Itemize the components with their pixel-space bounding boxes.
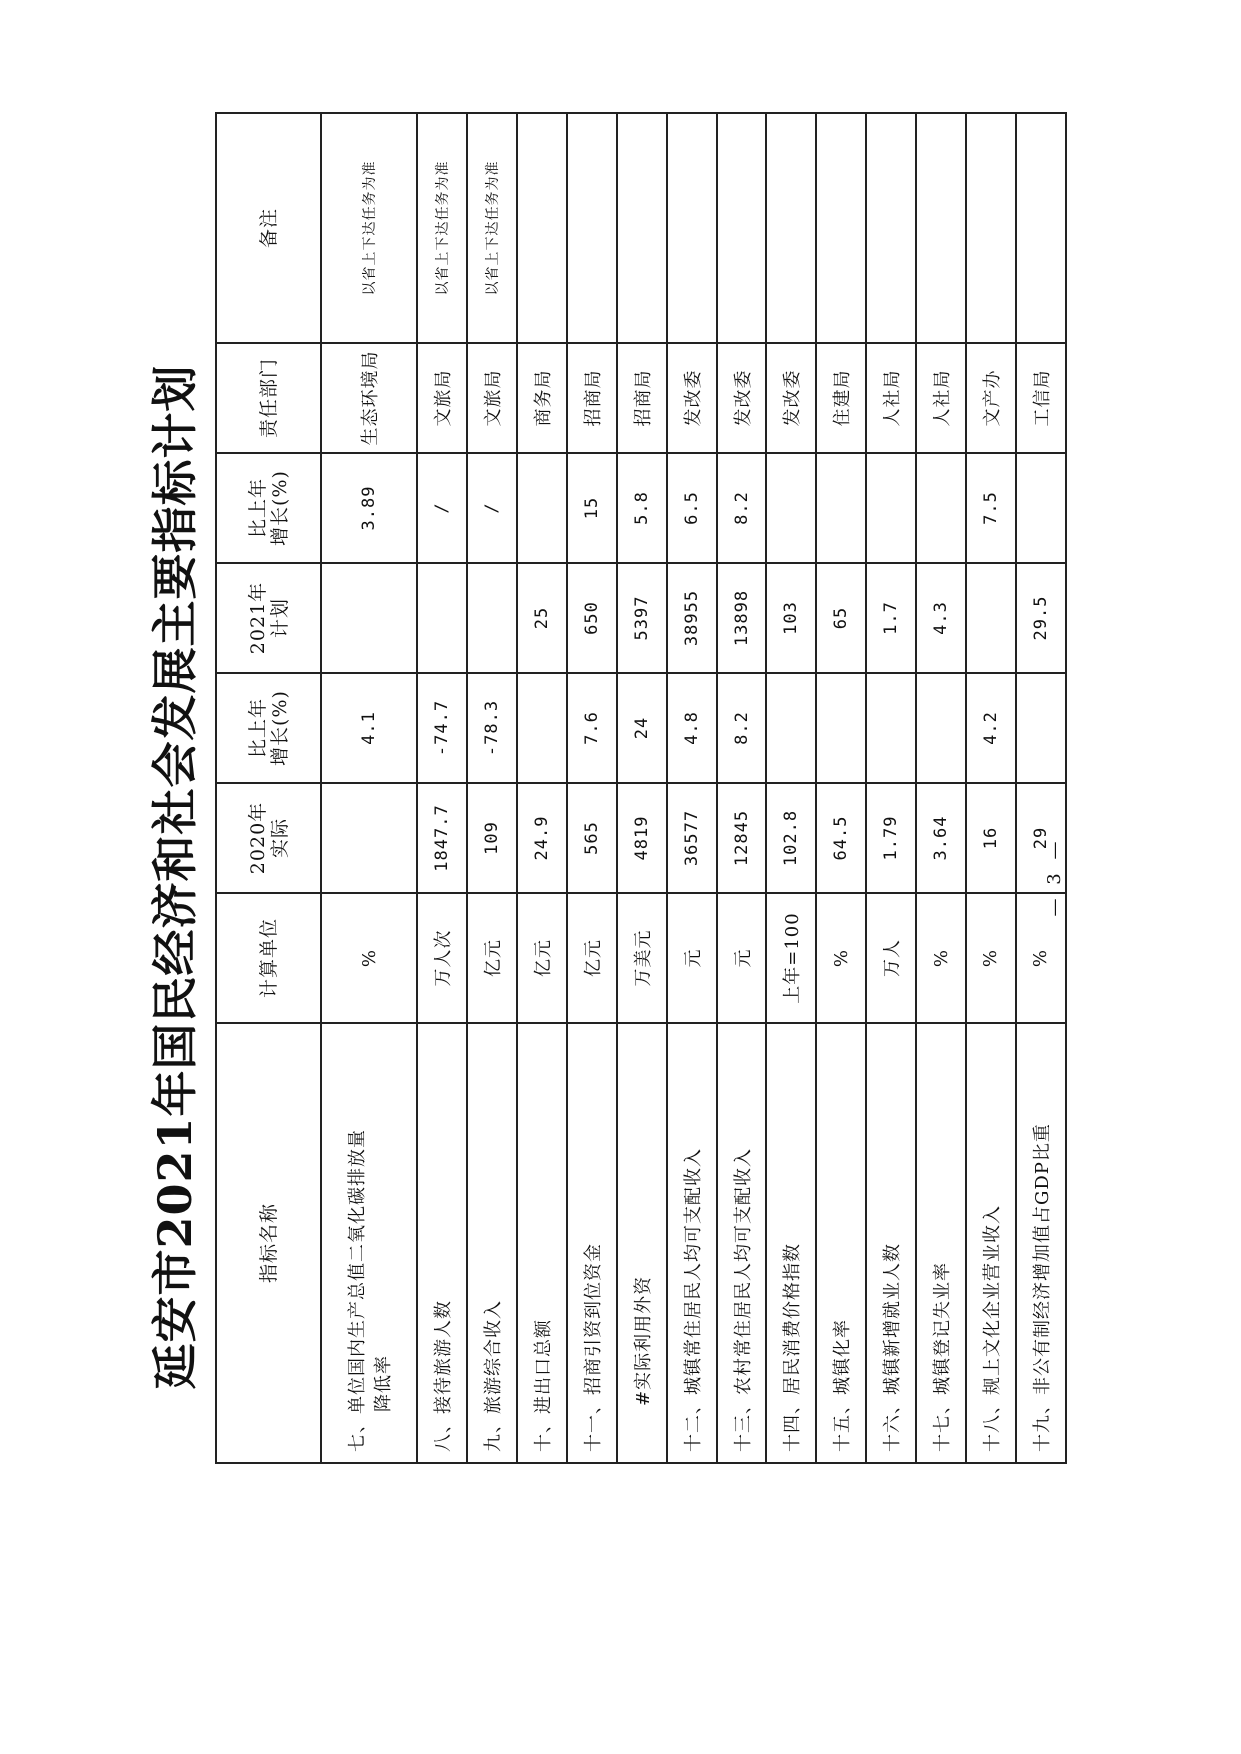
table-row [617,113,667,1463]
cell-growth-2020 [617,673,667,783]
header-line: 比上年 [246,478,269,539]
cell-dept [567,343,617,453]
cell-text: 4.2 [980,711,1001,745]
cell-growth-2021 [517,453,567,563]
cell-plan-2021 [321,563,417,673]
page-number: — 3 — [1044,837,1065,917]
cell-growth-2020 [517,673,567,783]
cell-actual-2020 [617,783,667,893]
cell-name [766,1023,816,1463]
cell-plan-2021 [667,563,717,673]
cell-unit [417,893,467,1023]
cell-text: 文旅局 [433,369,455,427]
header-line: 2021年 [246,581,269,655]
cell-text: 人社局 [882,369,904,427]
header-actual-2020 [216,783,321,893]
cell-dept [321,343,417,453]
cell-dept [866,343,916,453]
cell-text: 元 [682,948,704,968]
cell-note [966,113,1016,343]
cell-text: -78.3 [482,699,503,757]
cell-text: 十五、城镇化率 [832,1319,854,1452]
cell-text: 十三、农村常住居民人均可支配收入 [732,1148,754,1452]
cell-growth-2020 [866,673,916,783]
cell-text: % [930,948,952,968]
cell-note [417,113,467,343]
cell-text: 4819 [631,815,652,861]
cell-note [467,113,517,343]
cell-dept [417,343,467,453]
cell-growth-2020 [321,673,417,783]
cell-growth-2020 [667,673,717,783]
cell-text: 工信局 [1031,369,1053,427]
cell-actual-2020 [916,783,966,893]
cell-text: 4.3 [931,601,952,635]
cell-text: 7.5 [980,491,1001,525]
cell-growth-2020 [467,673,517,783]
cell-text: 4.1 [359,711,380,745]
cell-name [667,1023,717,1463]
cell-text: 招商局 [632,369,654,427]
cell-note [321,113,417,343]
cell-growth-2021 [966,453,1016,563]
cell-text: 十九、非公有制经济增加值占GDP比重 [1031,1123,1053,1452]
cell-text: 以省上下达任务为准 [435,160,452,296]
header-growth-2020 [216,673,321,783]
cell-text: 十七、城镇登记失业率 [932,1262,954,1452]
cell-text: 发改委 [732,369,754,427]
cell-actual-2020 [966,783,1016,893]
cell-text: 八、接待旅游人数 [433,1300,455,1452]
cell-unit [866,893,916,1023]
cell-text: 亿元 [582,939,604,977]
cell-text: 3.64 [931,815,952,861]
cell-text: 万美元 [632,929,654,987]
cell-text: 25 [531,606,552,630]
cell-growth-2021 [717,453,767,563]
header-note: 备注 [216,113,321,343]
cell-name [916,1023,966,1463]
cell-name [567,1023,617,1463]
cell-text: 亿元 [483,939,505,977]
cell-text: 29 [1030,826,1051,850]
cell-growth-2020 [417,673,467,783]
cell-text: 109 [482,821,503,855]
cell-text: / [432,502,453,514]
cell-name [617,1023,667,1463]
cell-actual-2020 [667,783,717,893]
cell-text: 万人次 [433,929,455,987]
cell-dept [667,343,717,453]
cell-plan-2021 [517,563,567,673]
cell-text: 5397 [631,595,652,641]
cell-actual-2020 [766,783,816,893]
cell-text: 103 [781,601,802,635]
cell-dept [916,343,966,453]
cell-unit [467,893,517,1023]
cell-plan-2021 [417,563,467,673]
cell-actual-2020 [816,783,866,893]
cell-note [667,113,717,343]
cell-text: 13898 [731,589,752,647]
cell-growth-2021 [916,453,966,563]
header-line: 实际 [268,818,291,859]
cell-name [417,1023,467,1463]
table-row [517,113,567,1463]
cell-text: 650 [581,601,602,635]
cell-actual-2020 [517,783,567,893]
cell-text: / [482,502,503,514]
cell-actual-2020 [321,783,417,893]
cell-text: 7.6 [581,711,602,745]
cell-text: 4.8 [681,711,702,745]
cell-text: 1847.7 [432,804,453,872]
cell-unit [966,893,1016,1023]
cell-plan-2021 [916,563,966,673]
header-line: 2020年 [246,801,269,875]
cell-actual-2020 [866,783,916,893]
cell-text: 十八、规上文化企业营业收入 [981,1205,1003,1452]
cell-text: 8.2 [731,711,752,745]
cell-actual-2020 [467,783,517,893]
cell-note [816,113,866,343]
header-plan-2021 [216,563,321,673]
cell-growth-2021 [667,453,717,563]
header-line: 增长(%) [268,470,291,546]
cell-text: 15 [581,496,602,520]
cell-text: 人社局 [932,369,954,427]
cell-plan-2021 [717,563,767,673]
cell-growth-2020 [966,673,1016,783]
cell-name [467,1023,517,1463]
page-title: 延安市2021年国民经济和社会发展主要指标计划 [148,364,202,1390]
cell-text: 文旅局 [483,369,505,427]
table-header-row [216,113,321,1463]
cell-text: 24.9 [531,815,552,861]
table-body [321,113,1066,1463]
cell-note [717,113,767,343]
cell-text: 12845 [731,809,752,867]
cell-note [617,113,667,343]
cell-text: 1.7 [881,601,902,635]
cell-note [517,113,567,343]
cell-text: #实际利用外资 [632,1275,654,1406]
cell-growth-2021 [567,453,617,563]
cell-dept [517,343,567,453]
table-row [667,113,717,1463]
cell-text: % [830,948,852,968]
cell-text: 29.5 [1030,595,1051,641]
cell-text: 8.2 [731,491,752,525]
table-row [916,113,966,1463]
cell-actual-2020 [717,783,767,893]
cell-text: 十一、招商引资到位资金 [582,1243,604,1452]
cell-text: 16 [980,826,1001,850]
cell-text: 生态环境局 [360,350,382,446]
cell-text: 102.8 [781,809,802,867]
cell-text: 招商局 [582,369,604,427]
cell-note [766,113,816,343]
cell-growth-2020 [766,673,816,783]
cell-text: 64.5 [831,815,852,861]
cell-text: 文产办 [981,369,1003,427]
table-row [467,113,517,1463]
table-row [816,113,866,1463]
cell-unit [517,893,567,1023]
cell-text: 十二、城镇常住居民人均可支配收入 [682,1148,704,1452]
cell-text: 七、单位国内生产总值二氧化碳排放量 [347,1129,369,1452]
indicator-table-wrap [215,114,1067,1464]
cell-growth-2020 [816,673,866,783]
cell-actual-2020 [567,783,617,893]
cell-text: 九、旅游综合收入 [483,1300,505,1452]
cell-text: 十、进出口总额 [532,1319,554,1452]
cell-unit [717,893,767,1023]
cell-plan-2021 [467,563,517,673]
table-row [866,113,916,1463]
table-row [966,113,1016,1463]
cell-text: 十六、城镇新增就业人数 [882,1243,904,1452]
cell-text: 6.5 [681,491,702,525]
cell-text: 亿元 [532,939,554,977]
cell-text: 发改委 [682,369,704,427]
cell-plan-2021 [766,563,816,673]
table-row [766,113,816,1463]
cell-unit [916,893,966,1023]
cell-note [567,113,617,343]
cell-plan-2021 [567,563,617,673]
cell-text: 上年=100 [782,912,804,1004]
cell-name [321,1023,417,1463]
cell-growth-2020 [916,673,966,783]
cell-unit [321,893,417,1023]
table-row [417,113,467,1463]
cell-text: 商务局 [532,369,554,427]
cell-text: % [1030,948,1052,968]
cell-growth-2021 [417,453,467,563]
table-row [717,113,767,1463]
cell-text: 降低率 [373,1355,395,1412]
cell-dept [467,343,517,453]
cell-dept [717,343,767,453]
cell-dept [617,343,667,453]
cell-text: 1.79 [881,815,902,861]
cell-name [717,1023,767,1463]
cell-unit [667,893,717,1023]
cell-name [517,1023,567,1463]
cell-growth-2021 [816,453,866,563]
cell-text: 万人 [882,939,904,977]
cell-text: % [980,948,1002,968]
cell-plan-2021 [816,563,866,673]
cell-name [816,1023,866,1463]
header-line: 计划 [268,598,291,639]
cell-text: 565 [581,821,602,855]
cell-text: 元 [732,948,754,968]
cell-growth-2020 [717,673,767,783]
cell-text: 38955 [681,589,702,647]
cell-dept [816,343,866,453]
indicator-table [215,112,1067,1464]
cell-text: 5.8 [631,491,652,525]
cell-dept [766,343,816,453]
cell-text: 以省上下达任务为准 [485,160,502,296]
cell-text: 住建局 [832,369,854,427]
header-name: 指标名称 [216,1023,321,1463]
cell-note [866,113,916,343]
cell-growth-2021 [617,453,667,563]
cell-growth-2021 [321,453,417,563]
cell-plan-2021 [866,563,916,673]
cell-unit [617,893,667,1023]
cell-name [966,1023,1016,1463]
cell-growth-2021 [866,453,916,563]
header-growth-2021 [216,453,321,563]
cell-plan-2021 [617,563,667,673]
cell-plan-2021 [966,563,1016,673]
cell-dept [966,343,1016,453]
cell-unit [766,893,816,1023]
cell-unit [567,893,617,1023]
header-line: 增长(%) [268,690,291,766]
cell-unit [816,893,866,1023]
cell-growth-2021 [766,453,816,563]
table-row [321,113,417,1463]
cell-name [866,1023,916,1463]
cell-text: 3.89 [359,485,380,531]
cell-text: 十四、居民消费价格指数 [782,1243,804,1452]
cell-text: -74.7 [432,699,453,757]
header-unit: 计算单位 [216,893,321,1023]
cell-note [916,113,966,343]
table-row [567,113,617,1463]
cell-text: 36577 [681,809,702,867]
cell-text: 65 [831,606,852,630]
cell-text: % [358,948,380,968]
cell-growth-2020 [567,673,617,783]
cell-growth-2021 [467,453,517,563]
header-dept: 责任部门 [216,343,321,453]
cell-text: 发改委 [782,369,804,427]
cell-text: 24 [631,716,652,740]
cell-actual-2020 [417,783,467,893]
header-line: 比上年 [246,698,269,759]
cell-text: 以省上下达任务为准 [362,160,379,296]
